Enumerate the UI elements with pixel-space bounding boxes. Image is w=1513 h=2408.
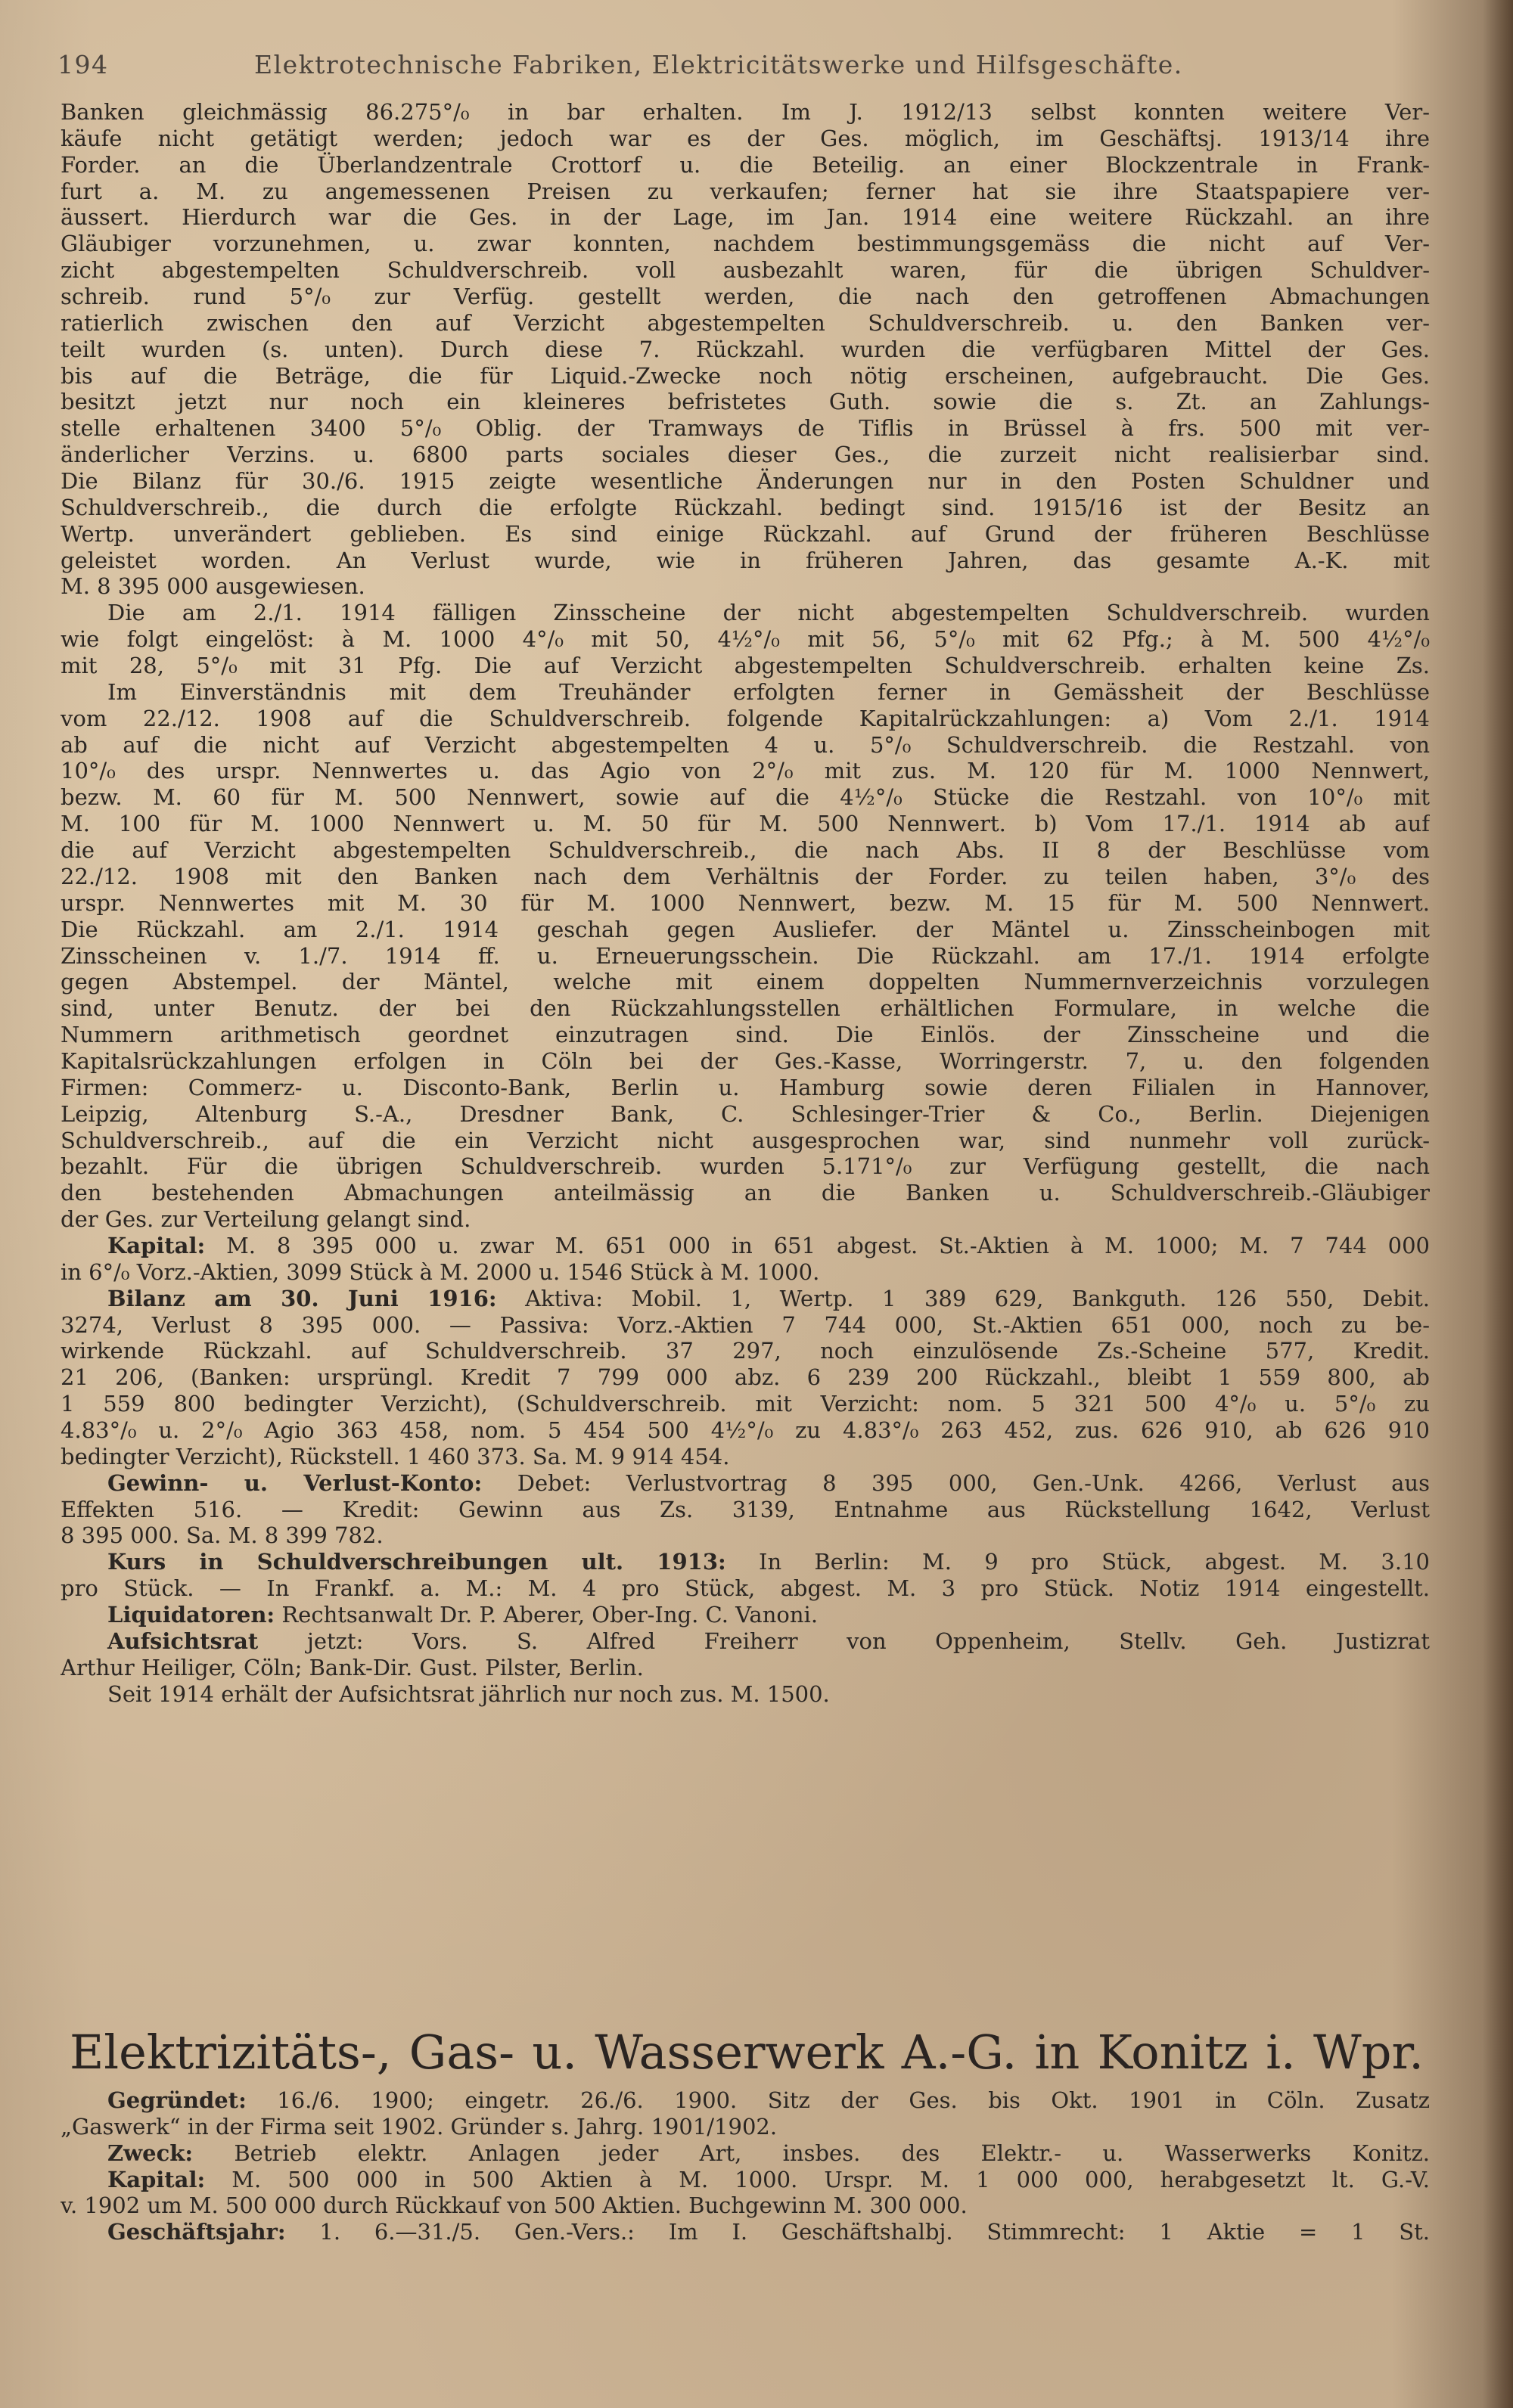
section-label: Gewinn- u. Verlust-Konto: xyxy=(107,1469,483,1496)
line-text: Die am 2./1. 1914 fälligen Zinsscheine der nicht abgestempelten Schuldverschreib. wurden xyxy=(107,600,1430,626)
text-line xyxy=(61,679,1430,706)
section-label: Bilanz am 30. Juni 1916: xyxy=(107,1285,497,1311)
line-text: 1. 6.—31./5. Gen.-Vers.: Im I. Geschäftshalbj. Stimmrecht: 1 Aktie = 1 St. xyxy=(319,2219,1430,2245)
line-text: schreib. rund 5°/₀ zur Verfüg. gestellt werden, die nach den getroffenen Abmachungen xyxy=(61,284,1430,310)
line-text: furt a. M. zu angemessenen Preisen zu verkaufen; ferner hat sie ihre Staatspapiere ver- xyxy=(61,178,1430,204)
text-line xyxy=(61,626,1430,653)
text-line xyxy=(61,1233,1430,1259)
line-text: Forder. an die Überlandzentrale Crottorf u. die Beteilig. an einer Blockzentrale in Frank- xyxy=(61,151,1430,178)
line-text: mit 28, 5°/₀ mit 31 Pfg. Die auf Verzicht abgestempelten Schuldverschreib. erhalten keine Zs. xyxy=(61,653,1430,679)
line-text: vom 22./12. 1908 auf die Schuldverschreib. folgende Kapitalrückzahlungen: a) Vom 2./1. 1914 xyxy=(61,705,1430,731)
text-line xyxy=(61,1655,1430,1681)
line-text: bezw. M. 60 für M. 500 Nennwert, sowie auf die 4½°/₀ Stücke die Restzahl. von 10°/₀ mit xyxy=(61,784,1430,811)
text-line xyxy=(61,1153,1430,1180)
line-text: Firmen: Commerz- u. Disconto-Bank, Berlin u. Hamburg sowie deren Filialen in Hannover, xyxy=(61,1074,1430,1100)
line-text: gegen Abstempel. der Mäntel, welche mit einem doppelten Nummernverzeichnis vorzulegen xyxy=(61,969,1430,995)
line-text: jetzt: Vors. S. Alfred Freiherr von Oppenheim, Stellv. Geh. Justizrat xyxy=(306,1628,1430,1654)
line-text: v. 1902 um M. 500 000 durch Rückkauf von 500 Aktien. Buchgewinn M. 300 000. xyxy=(61,2192,968,2219)
line-text: zicht abgestempelten Schuldverschreib. voll ausbezahlt waren, für die übrigen Schuldver- xyxy=(61,257,1430,284)
text-line xyxy=(61,1628,1430,1655)
line-text: geleistet worden. An Verlust wurde, wie in früheren Jahren, das gesamte A.-K. mit xyxy=(61,547,1430,573)
text-line xyxy=(61,1364,1430,1391)
text-line xyxy=(61,1575,1430,1602)
line-text: Effekten 516. — Kredit: Gewinn aus Zs. 3139, Entnahme aus Rückstellung 1642, Verlust xyxy=(61,1496,1430,1522)
line-text: M. 8 395 000 ausgewiesen. xyxy=(61,573,365,600)
line-text: ab auf die nicht auf Verzicht abgestempelten 4 u. 5°/₀ Schuldverschreib. die Restzahl. von xyxy=(61,731,1430,758)
line-text: Kapitalsrückzahlungen erfolgen in Cöln bei der Ges.-Kasse, Worringerstr. 7, u. den folgenden xyxy=(61,1047,1430,1074)
text-line xyxy=(61,1048,1430,1075)
text-line xyxy=(61,204,1430,231)
company-title: Elektrizitäts-, Gas- u. Wasserwerk A.-G. in Konitz i. Wpr. xyxy=(70,2025,1424,2080)
text-line xyxy=(61,363,1430,389)
text-line xyxy=(61,152,1430,178)
line-text: Nummern arithmetisch geordnet einzutragen sind. Die Einlös. der Zinsscheine und die xyxy=(61,1022,1430,1048)
text-line xyxy=(61,257,1430,284)
text-line xyxy=(61,2167,1430,2193)
section-label: Aufsichtsrat xyxy=(107,1628,259,1654)
text-line xyxy=(61,2192,1430,2219)
text-line xyxy=(61,1391,1430,1417)
text-line xyxy=(61,1101,1430,1128)
line-text: 10°/₀ des urspr. Nennwertes u. das Agio von 2°/₀ mit zus. M. 120 für M. 1000 Nennwert, xyxy=(61,758,1430,784)
text-line xyxy=(61,995,1430,1022)
section-label: Kapital: xyxy=(107,1232,206,1258)
line-text: den bestehenden Abmachungen anteilmässig an die Banken u. Schuldverschreib.-Gläubiger xyxy=(61,1180,1430,1206)
text-line xyxy=(61,284,1430,310)
line-text: besitzt jetzt nur noch ein kleineres befristetes Guth. sowie die s. Zt. an Zahlungs- xyxy=(61,389,1430,415)
line-text: Leipzig, Altenburg S.-A., Dresdner Bank, C. Schlesinger-Trier & Co., Berlin. Diejenigen xyxy=(61,1100,1430,1127)
text-line xyxy=(61,231,1430,257)
line-text: Debet: Verlustvortrag 8 395 000, Gen.-Unk. 4266, Verlust aus xyxy=(517,1469,1430,1496)
text-line xyxy=(61,1549,1430,1575)
section-label: Geschäftsjahr: xyxy=(107,2219,286,2245)
line-text: Gläubiger vorzunehmen, u. zwar konnten, nachdem bestimmungsgemäss die nicht auf Ver- xyxy=(61,231,1430,257)
line-text: 3274, Verlust 8 395 000. — Passiva: Vorz.-Aktien 7 744 000, St.-Aktien 651 000, noch zu be- xyxy=(61,1311,1430,1338)
text-line xyxy=(61,1444,1430,1470)
line-text: Arthur Heiliger, Cöln; Bank-Dir. Gust. Pilster, Berlin. xyxy=(61,1654,644,1680)
line-text: 22./12. 1908 mit den Banken nach dem Verhältnis der Forder. zu teilen haben, 3°/₀ des xyxy=(61,863,1430,889)
main-text-block xyxy=(61,99,1430,1707)
text-line xyxy=(61,943,1430,970)
line-text: 16./6. 1900; eingetr. 26./6. 1900. Sitz der Ges. bis Okt. 1901 in Cöln. Zusatz xyxy=(277,2087,1430,2113)
line-text: äussert. Hierdurch war die Ges. in der Lage, im Jan. 1914 eine weitere Rückzahl. an ihre xyxy=(61,204,1430,231)
text-line xyxy=(61,442,1430,468)
line-text: Schuldverschreib., auf die ein Verzicht nicht ausgesprochen war, sind nunmehr voll zurück- xyxy=(61,1127,1430,1153)
text-line xyxy=(61,917,1430,943)
text-line xyxy=(61,864,1430,890)
text-line xyxy=(61,548,1430,574)
text-line xyxy=(61,732,1430,759)
line-text: teilt wurden (s. unten). Durch diese 7. Rückzahl. wurden die verfügbaren Mittel der Ges. xyxy=(61,336,1430,362)
line-text: bedingter Verzicht), Rückstell. 1 460 373. Sa. M. 9 914 454. xyxy=(61,1443,730,1469)
line-text: änderlicher Verzins. u. 6800 parts sociales dieser Ges., die zurzeit nicht realisierbar sind. xyxy=(61,442,1430,468)
line-text: wie folgt eingelöst: à M. 1000 4°/₀ mit 50, 4½°/₀ mit 56, 5°/₀ mit 62 Pfg.; à M. 500 4½°/₀ xyxy=(61,626,1430,653)
line-text: In Berlin: M. 9 pro Stück, abgest. M. 3.10 xyxy=(759,1549,1430,1575)
line-text: 21 206, (Banken: ursprüngl. Kredit 7 799 000 abz. 6 239 200 Rückzahl., bleibt 1 559 800, ab xyxy=(61,1364,1430,1391)
line-text: Aktiva: Mobil. 1, Wertp. 1 389 629, Bankguth. 126 550, Debit. xyxy=(525,1285,1430,1311)
text-line xyxy=(61,706,1430,732)
text-line xyxy=(61,415,1430,442)
text-line xyxy=(61,1312,1430,1339)
text-line xyxy=(61,310,1430,337)
line-text: 8 395 000. Sa. M. 8 399 782. xyxy=(61,1522,384,1549)
line-text: „Gaswerk“ in der Firma seit 1902. Gründer s. Jahrg. 1901/1902. xyxy=(61,2113,778,2140)
line-text: bezahlt. Für die übrigen Schuldverschreib. wurden 5.171°/₀ zur Verfügung gestellt, die nach xyxy=(61,1153,1430,1180)
text-line xyxy=(61,1681,1430,1708)
line-text: Die Bilanz für 30./6. 1915 zeigte wesentliche Änderungen nur in den Posten Schuldner und xyxy=(61,468,1430,495)
running-title: Elektrotechnische Fabriken, Elektricitätswerke und Hilfsgeschäfte. xyxy=(254,50,1183,79)
line-text: M. 500 000 in 500 Aktien à M. 1000. Urspr. M. 1 000 000, herabgesetzt lt. G.-V. xyxy=(231,2166,1430,2192)
text-line xyxy=(61,1075,1430,1101)
section-label: Gegründet: xyxy=(107,2087,247,2113)
text-line xyxy=(61,2140,1430,2167)
page-number: 194 xyxy=(57,50,109,79)
line-text: sind, unter Benutz. der bei den Rückzahlungsstellen erhältlichen Formulare, in welche die xyxy=(61,995,1430,1022)
company-details-block xyxy=(61,2087,1430,2245)
text-line xyxy=(61,495,1430,521)
text-line xyxy=(61,784,1430,811)
line-text: Banken gleichmässig 86.275°/₀ in bar erhalten. Im J. 1912/13 selbst konnten weitere Ver- xyxy=(61,99,1430,125)
text-line xyxy=(61,178,1430,205)
line-text: M. 100 für M. 1000 Nennwert u. M. 50 für M. 500 Nennwert. b) Vom 17./1. 1914 ab auf xyxy=(61,811,1430,837)
text-line xyxy=(61,1338,1430,1364)
line-text: käufe nicht getätigt werden; jedoch war es der Ges. möglich, im Geschäftsj. 1913/14 ihre xyxy=(61,125,1430,151)
line-text: Die Rückzahl. am 2./1. 1914 geschah gegen Ausliefer. der Mäntel u. Zinsscheinbogen mit xyxy=(61,916,1430,942)
text-line xyxy=(61,521,1430,548)
text-line xyxy=(61,600,1430,626)
line-text: Betrieb elektr. Anlagen jeder Art, insbes. des Elektr.- u. Wasserwerks Konitz. xyxy=(234,2140,1430,2166)
page-edge-shadow xyxy=(1483,0,1513,2408)
line-text: die auf Verzicht abgestempelten Schuldverschreib., die nach Abs. II 8 der Beschlüsse vom xyxy=(61,837,1430,864)
text-line xyxy=(61,337,1430,363)
text-line xyxy=(61,837,1430,864)
text-line xyxy=(61,1497,1430,1523)
text-line xyxy=(61,969,1430,995)
text-line xyxy=(61,1022,1430,1048)
text-line xyxy=(61,1522,1430,1549)
section-label: Kapital: xyxy=(107,2166,206,2192)
text-line xyxy=(61,468,1430,495)
line-text: urspr. Nennwertes mit M. 30 für M. 1000 Nennwert, bezw. M. 15 für M. 500 Nennwert. xyxy=(61,889,1430,916)
text-line xyxy=(61,1417,1430,1444)
text-line xyxy=(61,890,1430,917)
line-text: der Ges. zur Verteilung gelangt sind. xyxy=(61,1206,471,1233)
text-line xyxy=(61,99,1430,126)
text-line xyxy=(61,2114,1430,2140)
text-line xyxy=(61,2087,1430,2114)
line-text: stelle erhaltenen 3400 5°/₀ Oblig. der Tramways de Tiflis in Brüssel à frs. 500 mit ver- xyxy=(61,415,1430,442)
text-line xyxy=(61,573,1430,600)
section-label: Kurs in Schuldverschreibungen ult. 1913: xyxy=(107,1549,726,1575)
line-text: Schuldverschreib., die durch die erfolgte Rückzahl. bedingt sind. 1915/16 ist der Besitz an xyxy=(61,494,1430,520)
line-text: ratierlich zwischen den auf Verzicht abgestempelten Schuldverschreib. u. den Banken ver- xyxy=(61,309,1430,336)
page-header xyxy=(57,50,1419,80)
text-line xyxy=(61,1259,1430,1286)
line-text: M. 8 395 000 u. zwar M. 651 000 in 651 abgest. St.-Aktien à M. 1000; M. 7 744 000 xyxy=(226,1232,1430,1258)
text-line xyxy=(61,653,1430,679)
text-line xyxy=(61,811,1430,837)
line-text: pro Stück. — In Frankf. a. M.: M. 4 pro Stück, abgest. M. 3 pro Stück. Notiz 1914 eingestellt. xyxy=(61,1575,1430,1602)
text-line xyxy=(61,2219,1430,2245)
line-text: 1 559 800 bedingter Verzicht), (Schuldverschreib. mit Verzicht: nom. 5 321 500 4°/₀ u. 5°/₀ zu xyxy=(61,1391,1430,1417)
text-line xyxy=(61,1128,1430,1154)
line-text: Seit 1914 erhält der Aufsichtsrat jährlich nur noch zus. M. 1500. xyxy=(107,1680,830,1707)
text-line xyxy=(61,1470,1430,1497)
line-text: in 6°/₀ Vorz.-Aktien, 3099 Stück à M. 2000 u. 1546 Stück à M. 1000. xyxy=(61,1258,820,1285)
text-line xyxy=(61,1602,1430,1628)
section-label: Liquidatoren: xyxy=(107,1601,275,1628)
text-line xyxy=(61,126,1430,152)
line-text: wirkende Rückzahl. auf Schuldverschreib. 37 297, noch einzulösende Zs.-Scheine 577, Kredit. xyxy=(61,1338,1430,1364)
line-text: bis auf die Beträge, die für Liquid.-Zwecke noch nötig erscheinen, aufgebraucht. Die Ges. xyxy=(61,362,1430,389)
line-text: 4.83°/₀ u. 2°/₀ Agio 363 458, nom. 5 454 500 4½°/₀ zu 4.83°/₀ 263 452, zus. 626 910, ab 626 910 xyxy=(61,1417,1430,1443)
text-line xyxy=(61,758,1430,784)
line-text: Zinsscheinen v. 1./7. 1914 ff. u. Erneuerungsschein. Die Rückzahl. am 17./1. 1914 erfolgte xyxy=(61,942,1430,969)
text-line xyxy=(61,389,1430,415)
line-text: Rechtsanwalt Dr. P. Aberer, Ober-Ing. C. Vanoni. xyxy=(281,1601,819,1628)
text-line xyxy=(61,1286,1430,1312)
text-line xyxy=(61,1206,1430,1233)
line-text: Im Einverständnis mit dem Treuhänder erfolgten ferner in Gemässheit der Beschlüsse xyxy=(107,678,1430,705)
text-line xyxy=(61,1180,1430,1206)
section-label: Zweck: xyxy=(107,2140,194,2166)
line-text: Wertp. unverändert geblieben. Es sind einige Rückzahl. auf Grund der früheren Beschlüsse xyxy=(61,520,1430,547)
